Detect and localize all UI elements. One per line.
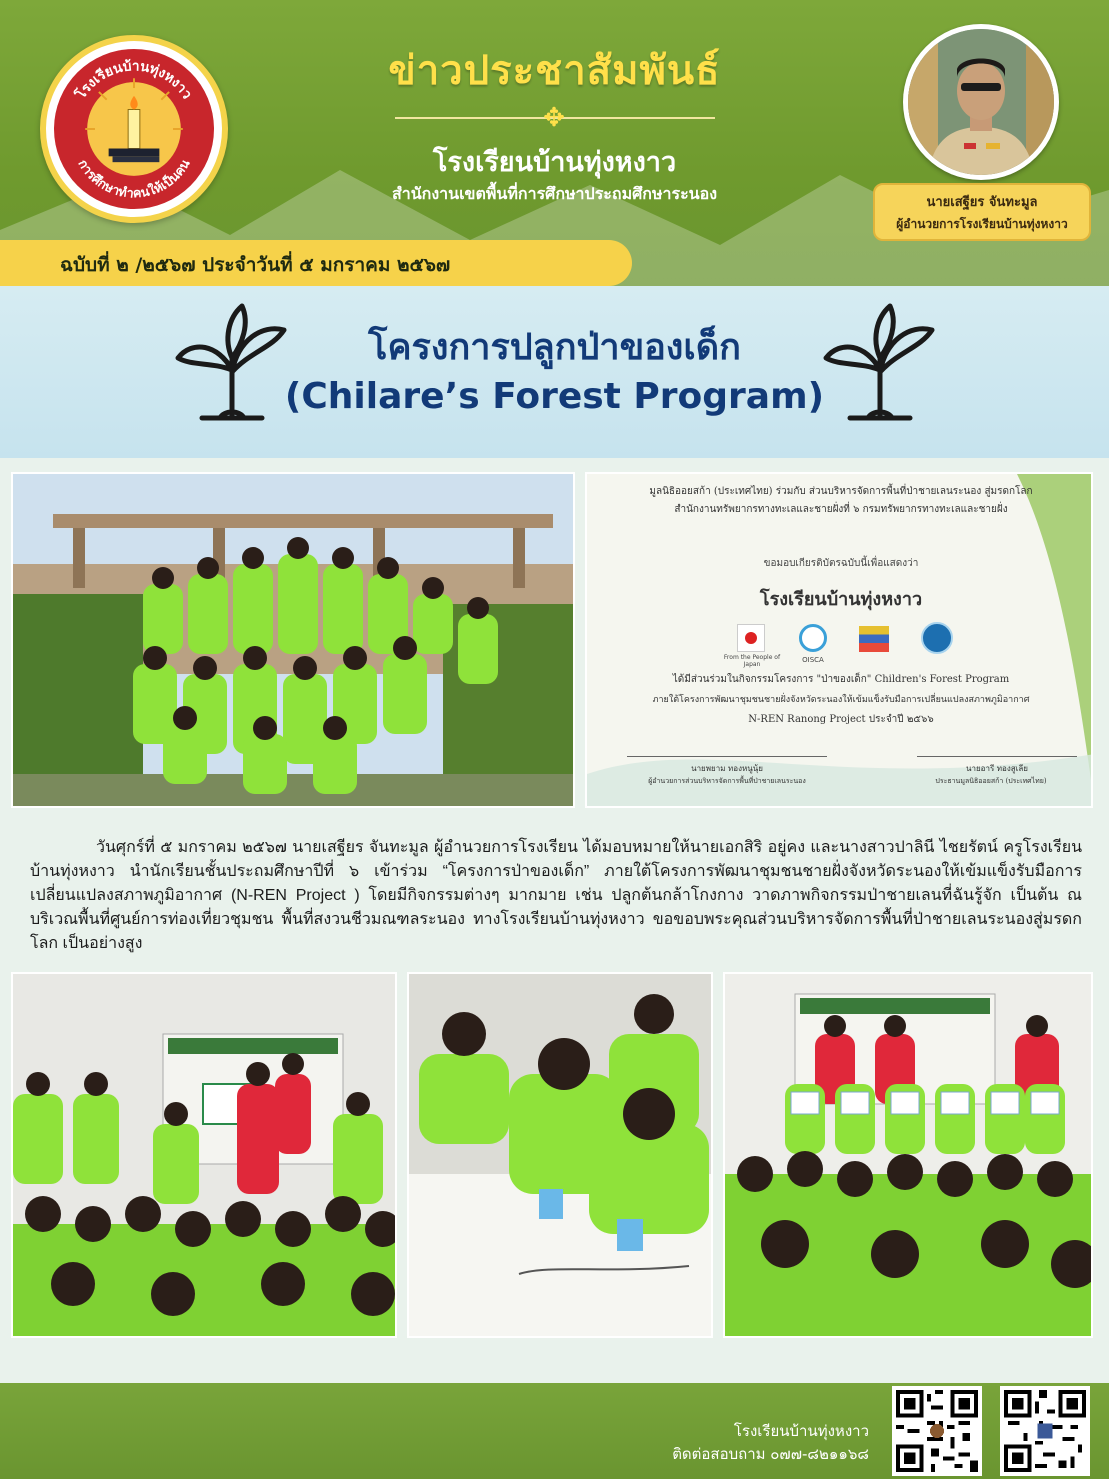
classroom-photo	[11, 972, 397, 1338]
issue-label: ฉบับที่ ๒ /๒๕๖๗ ประจำวันที่ ๕ มกราคม ๒๕๖๗	[60, 254, 451, 276]
qr-code-icon[interactable]	[1000, 1386, 1090, 1476]
news-paragraph: วันศุกร์ที่ ๕ มกราคม ๒๕๖๗ นายเสฐียร จันทะมูล ผู้อำนวยการโรงเรียน ได้มอบหมายให้นายเอกสิริ อยู่คง และนางสาวปาลินี ไชยรัตน์ ครูโรงเรียนบ้านทุ่งหงาว นำนักเรียนชั้นประถมศึกษาปีที่ ๖ เข้าร่วม “โครงการป่าของเด็ก” ภายใต้โครงการพัฒนาชุมชนชายฝั่งจังหวัดระนองให้เข้มแข็งรับมือการเปลี่ยนแปลงสภาพภูมิอากาศ (N-REN Project ) โดยมีกิจกรรมต่างๆ มากมาย เช่น ปลูกต้นกล้าโกงกาง วาดภาพกิจกรรมป่าชายเลนที่ฉันรู้จัก เป็นต้น ณ บริเวณพื้นที่ศูนย์การท่องเที่ยวชุมชน พื้นที่สงวนชีวมณฑลระนอง ทางโรงเรียนบ้านทุ่งหงาว ขอขอบพระคุณส่วนบริหารจัดการพื้นที่ป่าชายเลนระนองสู่มรดกโลก เป็นอย่างสูง	[30, 839, 1083, 952]
logo-ring-bottom-text: การศึกษาทำคนให้เป็นคน	[75, 156, 193, 201]
signature-line-right	[917, 756, 1077, 757]
certificate-recipient: โรงเรียนบ้านทุ่งหงาว	[759, 589, 923, 610]
drawing-activity-illustration	[409, 974, 713, 1338]
certificate-body-2: ภายใต้โครงการพัฒนาชุมชนชายฝั่งจังหวัดระนองให้เข้มแข็งรับมือการเปลี่ยนแปลงสภาพภูมิอากาศ	[652, 695, 1030, 705]
footer-contact: ติดต่อสอบถาม ๐๗๗-๘๒๑๑๖๘	[672, 1445, 869, 1463]
director-portrait	[908, 29, 1054, 175]
certificate-org-line1: มูลนิธิออยสก้า (ประเทศไทย) ร่วมกับ ส่วนบริหารจัดการพื้นที่ป่าชายเลนระนอง สู่มรดกโลก	[649, 486, 1033, 497]
ornament-icon: ✥	[543, 103, 565, 133]
drawing-activity-photo	[407, 972, 713, 1338]
certificate-illustration	[587, 474, 1093, 808]
oisca-logo-caption: OISCA	[802, 656, 824, 664]
classroom-illustration	[13, 974, 397, 1338]
signature-right-role: ประธานมูลนิธิออยสก้า (ประเทศไทย)	[935, 777, 1047, 785]
project-title-english: (Chilare’s Forest Program)	[284, 376, 825, 417]
drawings-presentation-photo	[723, 972, 1093, 1338]
footer-school-name: โรงเรียนบ้านทุ่งหงาว	[733, 1422, 869, 1440]
signature-left-name: นายพยาม ทองหนูนุ้ย	[691, 764, 763, 773]
office-name: สำนักงานเขตพื้นที่การศึกษาประถมศึกษาระนอง	[391, 184, 718, 203]
signature-right-name: นายอารี ทองสูเลีย	[966, 764, 1028, 773]
director-role: ผู้อำนวยการโรงเรียนบ้านทุ่งหงาว	[896, 217, 1068, 231]
agency-logo-icon	[859, 626, 889, 652]
japan-logo-caption: From the People of Japan	[723, 654, 781, 668]
signature-line-left	[627, 756, 827, 757]
dmcr-logo-icon	[921, 622, 953, 654]
group-photo-illustration	[13, 474, 575, 808]
newsletter-title: ข่าวประชาสัมพันธ์	[388, 48, 721, 94]
japan-flag-icon	[737, 624, 765, 652]
certificate-photo	[585, 472, 1093, 808]
certificate-intro: ขอมอบเกียรติบัตรฉบับนี้เพื่อแสดงว่า	[763, 558, 919, 569]
oisca-logo-icon	[799, 624, 827, 652]
certificate-body-1: ได้มีส่วนร่วมในกิจกรรมโครงการ "ป่าของเด็ก" Children's Forest Program	[672, 674, 1010, 685]
signature-left-role: ผู้อำนวยการส่วนบริหารจัดการพื้นที่ป่าชายเลนระนอง	[648, 777, 806, 785]
certificate-body-3: N-REN Ranong Project ประจำปี ๒๕๖๖	[748, 714, 934, 725]
director-badge	[873, 183, 1091, 241]
qr-code-icon[interactable]	[892, 1386, 982, 1476]
presentation-illustration	[725, 974, 1093, 1338]
certificate-org-line2: สำนักงานทรัพยากรทางทะเลและชายฝั่งที่ ๖ กรมทรัพยากรทางทะเลและชายฝั่ง	[674, 504, 1008, 515]
director-name: นายเสฐียร จันทะมูล	[926, 195, 1038, 210]
school-name: โรงเรียนบ้านทุ่งหงาว	[432, 147, 677, 178]
project-title-thai: โครงการปลูกป่าของเด็ก	[368, 327, 741, 368]
group-photo	[11, 472, 575, 808]
logo-ring-top-text: โรงเรียนบ้านทุ่งหงาว	[73, 58, 195, 103]
director-photo	[903, 24, 1059, 180]
